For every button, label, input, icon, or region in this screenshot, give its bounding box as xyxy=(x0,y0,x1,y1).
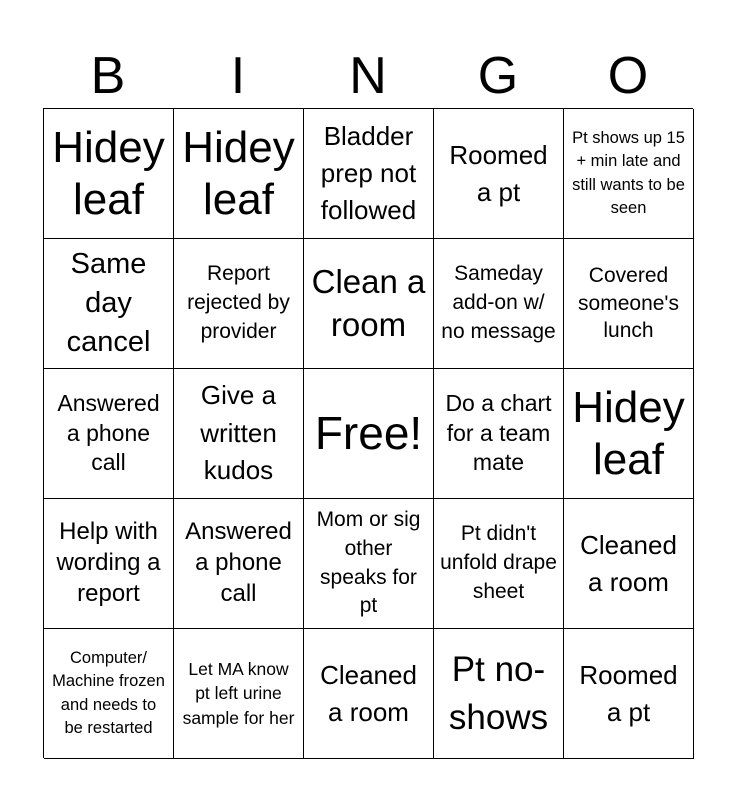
bingo-cell-text: Do a chart for a team mate xyxy=(445,390,552,476)
header-letter-o: O xyxy=(607,47,649,105)
bingo-cell[interactable] xyxy=(564,499,694,629)
bingo-cell[interactable] xyxy=(174,629,304,759)
bingo-cell-text: Answered a phone call xyxy=(185,518,292,607)
bingo-cell[interactable] xyxy=(44,629,174,759)
bingo-cell-text: Let MA know pt left urine sample for her xyxy=(182,658,295,728)
bingo-cell-text: Bladder prep not followed xyxy=(320,121,417,225)
bingo-cell-text: Pt shows up 15 + min late and still wants to be seen xyxy=(572,129,685,217)
bingo-cell[interactable] xyxy=(564,109,694,239)
bingo-cell[interactable] xyxy=(174,239,304,369)
bingo-cell-text: Pt no-shows xyxy=(448,650,549,737)
bingo-cell[interactable] xyxy=(564,239,694,369)
bingo-cell-text: Cleaned a room xyxy=(580,529,677,597)
bingo-cell-text: Mom or sig other speaks for pt xyxy=(316,507,421,618)
bingo-cell[interactable] xyxy=(434,499,564,629)
bingo-cell[interactable] xyxy=(44,499,174,629)
bingo-cell[interactable] xyxy=(304,629,434,759)
header-letter-n: N xyxy=(349,47,387,105)
header-letter-g: G xyxy=(477,47,519,105)
bingo-cell[interactable] xyxy=(434,629,564,759)
header-letter-i: I xyxy=(230,47,246,105)
bingo-cell-text: Roomed a pt xyxy=(449,139,548,207)
bingo-cell-text: Report rejected by provider xyxy=(187,262,290,343)
bingo-cell-text: Hidey leaf xyxy=(182,122,295,224)
bingo-board xyxy=(43,108,693,758)
bingo-cell-text: Computer/ Machine frozen and needs to be restarted xyxy=(52,649,165,737)
bingo-cell-text: Help with wording a report xyxy=(56,518,161,607)
bingo-cell[interactable] xyxy=(564,629,694,759)
bingo-cell[interactable] xyxy=(434,109,564,239)
bingo-cell-text: Answered a phone call xyxy=(57,390,160,476)
bingo-cell-text: Cleaned a room xyxy=(320,659,417,727)
bingo-cell[interactable] xyxy=(44,109,174,239)
bingo-cell-text: Clean a room xyxy=(311,262,426,343)
bingo-cell-text: Covered someone's lunch xyxy=(578,263,679,343)
bingo-cell[interactable] xyxy=(434,239,564,369)
bingo-cell[interactable] xyxy=(174,499,304,629)
bingo-cell-text: Pt didn't unfold drape sheet xyxy=(440,522,557,603)
bingo-cell-text: Hidey leaf xyxy=(52,122,165,224)
bingo-cell[interactable] xyxy=(304,369,434,499)
bingo-cell-text: Give a written kudos xyxy=(200,379,277,486)
bingo-cell-text: Sameday add-on w/ no message xyxy=(441,262,556,343)
bingo-cell[interactable] xyxy=(174,109,304,239)
bingo-cell[interactable] xyxy=(304,239,434,369)
bingo-cell-text: Same day cancel xyxy=(66,248,151,358)
bingo-cell-text: Roomed a pt xyxy=(579,659,678,727)
bingo-cell-text: Hidey leaf xyxy=(572,382,685,484)
header-letter-b: B xyxy=(90,47,126,105)
bingo-cell-text: Free! xyxy=(314,407,423,460)
bingo-cell[interactable] xyxy=(174,369,304,499)
bingo-cell[interactable] xyxy=(44,369,174,499)
bingo-cell[interactable] xyxy=(434,369,564,499)
bingo-cell[interactable] xyxy=(304,109,434,239)
bingo-cell[interactable] xyxy=(304,499,434,629)
bingo-cell[interactable] xyxy=(44,239,174,369)
bingo-header xyxy=(43,44,693,108)
bingo-cell[interactable] xyxy=(564,369,694,499)
